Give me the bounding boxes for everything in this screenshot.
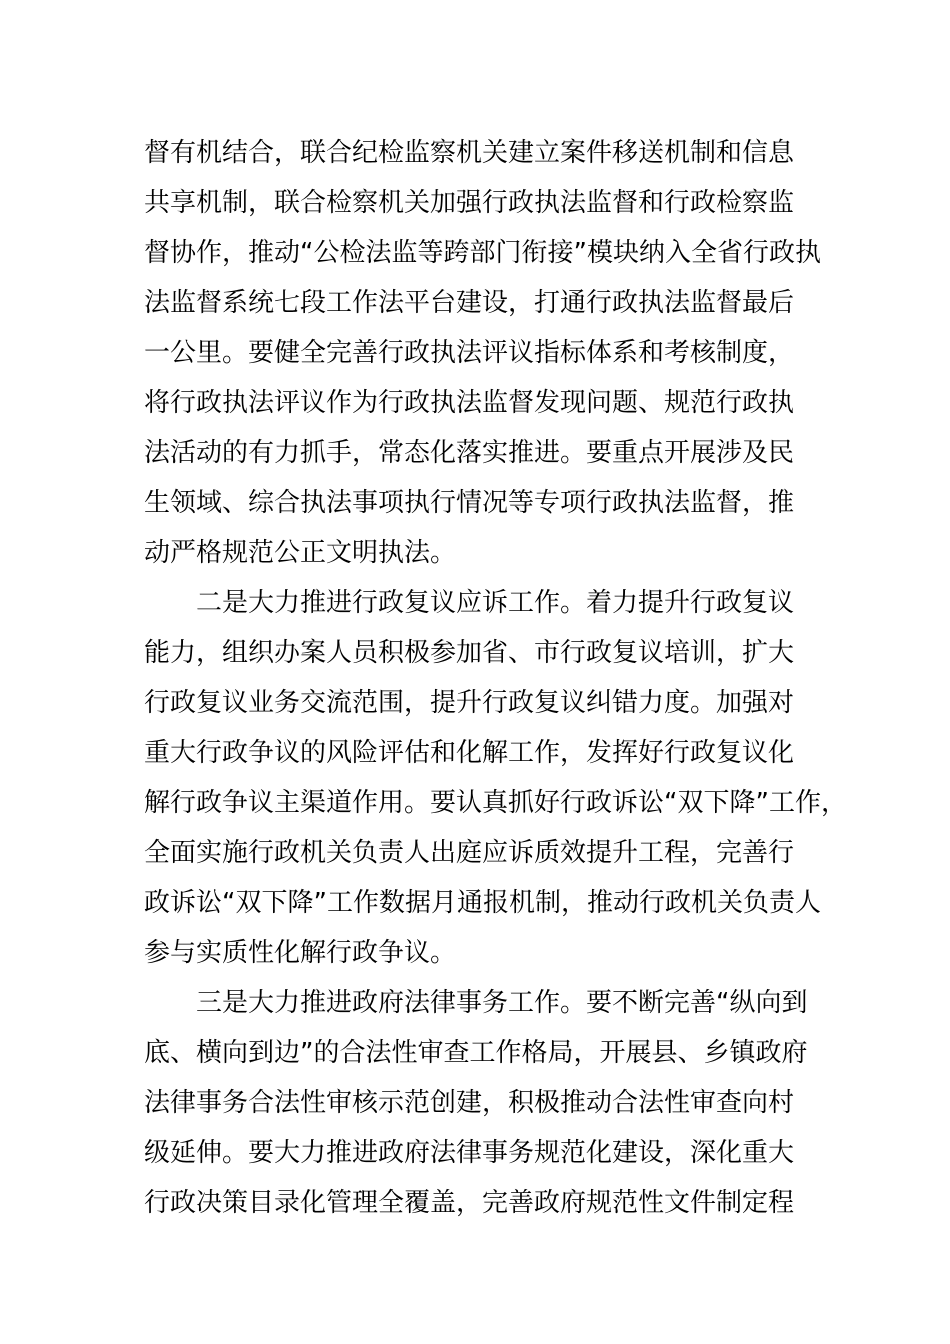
text-line: 法监督系统七段工作法平台建设，打通行政执法监督最后 xyxy=(144,288,795,318)
text-line: 全面实施行政机关负责人出庭应诉质效提升工程，完善行 xyxy=(144,838,795,868)
text-line: 生领域、综合执法事项执行情况等专项行政执法监督，推 xyxy=(144,488,795,518)
text-line: 行政复议业务交流范围，提升行政复议纠错力度。加强对 xyxy=(144,688,795,718)
text-line: 督有机结合，联合纪检监察机关建立案件移送机制和信息 xyxy=(144,138,795,168)
text-line: 动严格规范公正文明执法。 xyxy=(144,538,457,568)
text-line: 重大行政争议的风险评估和化解工作，发挥好行政复议化 xyxy=(144,738,795,768)
text-line: 督协作，推动“公检法监等跨部门衔接”模块纳入全省行政执 xyxy=(144,238,821,268)
text-line: 参与实质性化解行政争议。 xyxy=(144,938,457,968)
text-line: 将行政执法评议作为行政执法监督发现问题、规范行政执 xyxy=(144,388,795,418)
paragraph-heading-line: 二是大力推进行政复议应诉工作。着力提升行政复议 xyxy=(196,588,795,618)
text-line: 能力，组织办案人员积极参加省、市行政复议培训，扩大 xyxy=(144,638,795,668)
paragraph-heading-line: 三是大力推进政府法律事务工作。要不断完善“纵向到 xyxy=(196,988,808,1018)
text-line: 政诉讼“双下降”工作数据月通报机制，推动行政机关负责人 xyxy=(144,888,821,918)
text-line: 法律事务合法性审核示范创建，积极推动合法性审查向村 xyxy=(144,1088,795,1118)
document-body xyxy=(144,128,847,1228)
text-line: 级延伸。要大力推进政府法律事务规范化建设，深化重大 xyxy=(144,1138,795,1168)
text-line: 行政决策目录化管理全覆盖，完善政府规范性文件制定程 xyxy=(144,1188,795,1218)
text-line: 法活动的有力抓手，常态化落实推进。要重点开展涉及民 xyxy=(144,438,795,468)
text-line: 解行政争议主渠道作用。要认真抓好行政诉讼“双下降”工作， xyxy=(144,788,847,818)
text-line: 共享机制，联合检察机关加强行政执法监督和行政检察监 xyxy=(144,188,795,218)
text-line: 底、横向到边”的合法性审查工作格局，开展县、乡镇政府 xyxy=(144,1038,808,1068)
text-line: 一公里。要健全完善行政执法评议指标体系和考核制度， xyxy=(144,338,795,368)
